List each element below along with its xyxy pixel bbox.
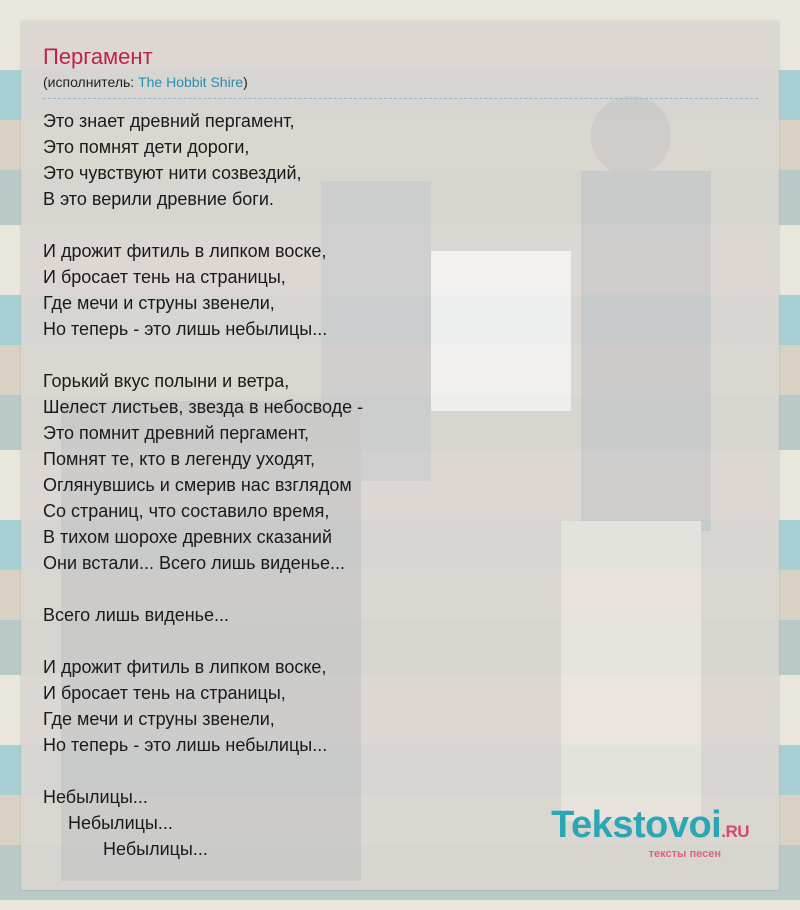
lyric-line xyxy=(43,342,758,368)
lyric-line: В это верили древние боги. xyxy=(43,189,274,209)
logo-tagline: тексты песен xyxy=(648,848,721,860)
lyric-line xyxy=(43,758,758,784)
lyric-line: И бросает тень на страницы, xyxy=(43,267,286,287)
lyric-line: Шелест листьев, звезда в небосводе - xyxy=(43,397,364,417)
lyric-line: Но теперь - это лишь небылицы... xyxy=(43,319,328,339)
lyric-line: Оглянувшись и смерив нас взглядом xyxy=(43,475,352,495)
lyric-line xyxy=(43,212,758,238)
performer-prefix: (исполнитель: xyxy=(43,74,139,90)
lyric-line: Это помнит древний пергамент, xyxy=(43,423,310,443)
lyric-line: Где мечи и струны звенели, xyxy=(43,709,275,729)
lyric-line: Помнят те, кто в легенду уходят, xyxy=(43,449,316,469)
lyrics-text xyxy=(43,108,758,862)
lyric-line: И бросает тень на страницы, xyxy=(43,683,286,703)
lyric-line: Небылицы... xyxy=(43,787,148,807)
lyric-line: Небылицы... xyxy=(43,813,173,833)
lyric-line: Но теперь - это лишь небылицы... xyxy=(43,735,328,755)
performer-link[interactable]: The Hobbit Shire xyxy=(138,74,244,90)
lyric-line: Они встали... Всего лишь виденье... xyxy=(43,553,346,573)
performer-line xyxy=(43,73,758,99)
performer-suffix: ) xyxy=(243,74,248,90)
lyric-line: Горький вкус полыни и ветра, xyxy=(43,371,290,391)
site-logo[interactable] xyxy=(551,805,749,860)
logo-ru-text: .RU xyxy=(721,822,749,841)
lyric-line: Это чувствуют нити созвездий, xyxy=(43,163,302,183)
lyric-line: Всего лишь виденье... xyxy=(43,605,230,625)
song-title: Пергамент xyxy=(43,44,153,69)
lyric-line: Где мечи и струны звенели, xyxy=(43,293,275,313)
lyric-line xyxy=(43,628,758,654)
lyric-line xyxy=(43,576,758,602)
lyrics-card xyxy=(21,21,779,890)
lyric-line: Это помнят дети дороги, xyxy=(43,137,250,157)
lyric-line: И дрожит фитиль в липком воске, xyxy=(43,657,327,677)
lyric-line: Со страниц, что составило время, xyxy=(43,501,330,521)
lyric-line: Это знает древний пергамент, xyxy=(43,111,295,131)
lyric-line: В тихом шорохе древних сказаний xyxy=(43,527,333,547)
logo-main-text: Tekstovoi xyxy=(551,804,722,846)
lyric-line: И дрожит фитиль в липком воске, xyxy=(43,241,327,261)
lyrics-content xyxy=(43,43,758,862)
lyric-line: Небылицы... xyxy=(43,839,208,859)
